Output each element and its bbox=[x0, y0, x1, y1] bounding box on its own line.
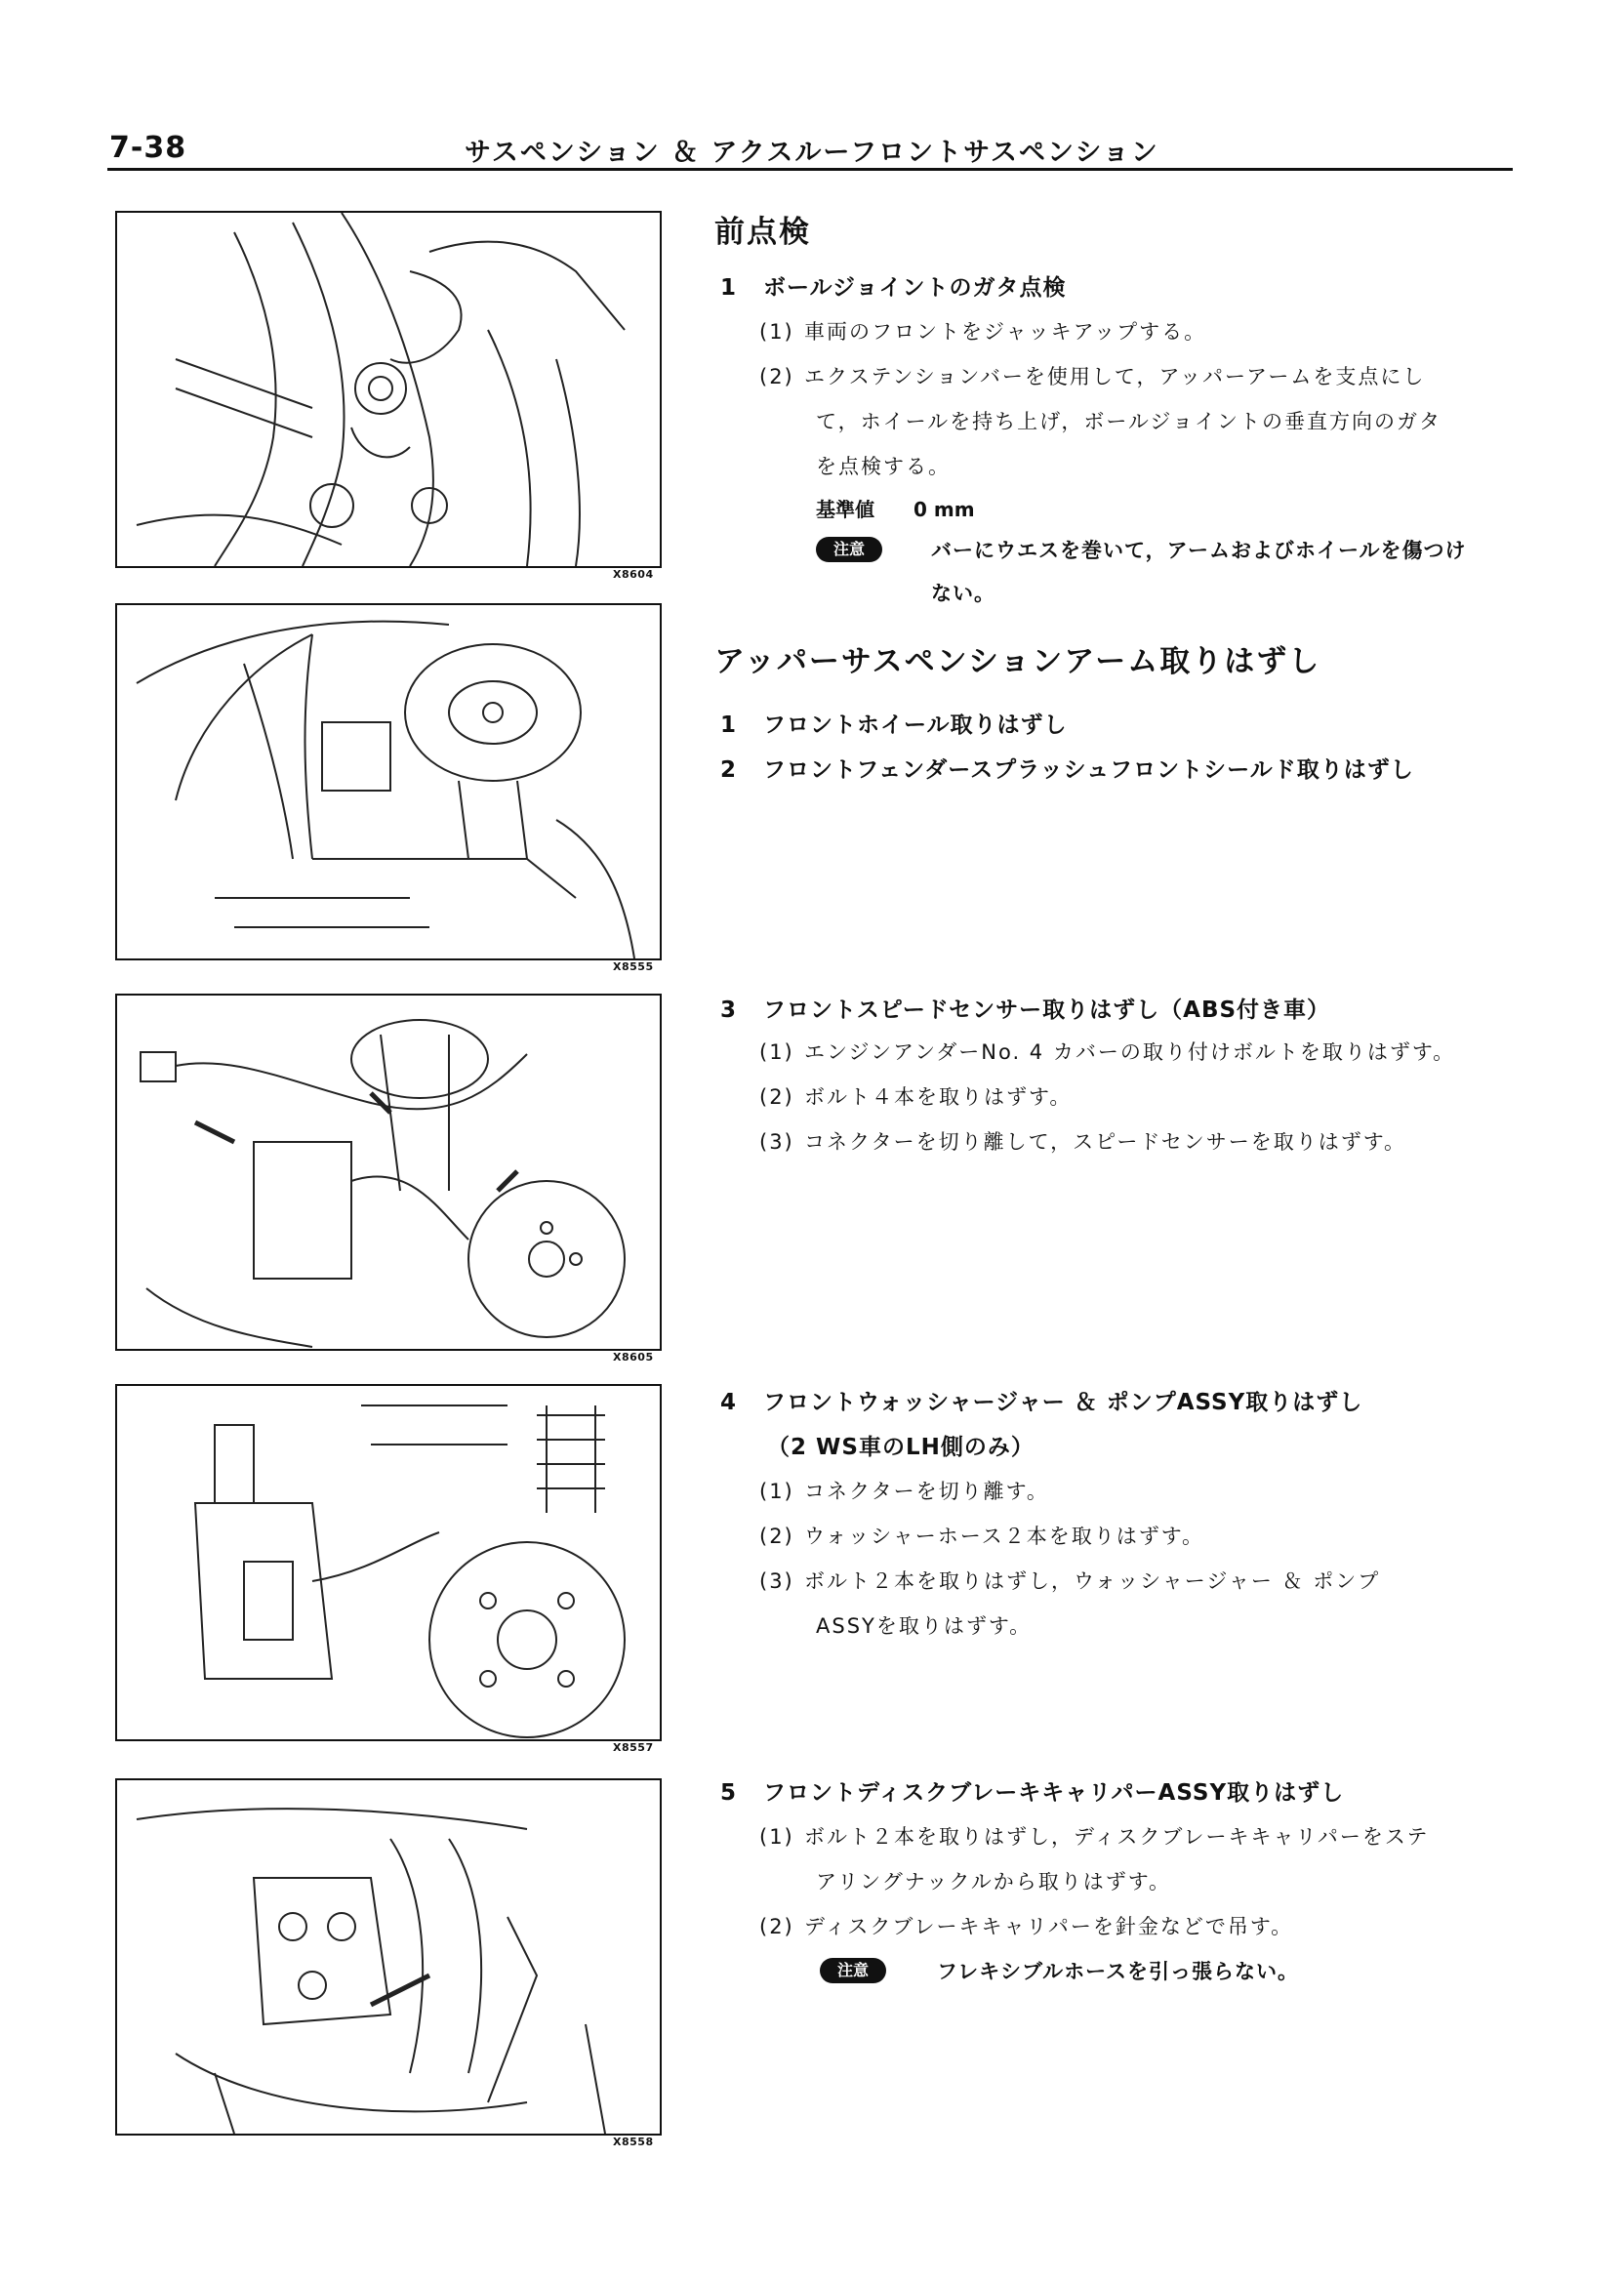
step-title: フロントスピードセンサー取りはずし（ABS付き車） bbox=[763, 998, 1331, 1023]
step-number: 1 bbox=[720, 275, 738, 301]
caution-text: フレキシブルホースを引っ張らない。 bbox=[937, 1960, 1300, 1983]
substep bbox=[759, 361, 1425, 390]
step-number: 1 bbox=[720, 712, 738, 738]
figure-washer-jar bbox=[115, 1384, 662, 1741]
header-title: サスペンション ＆ アクスルーフロントサスペンション bbox=[465, 138, 1159, 168]
section-title-removal: アッパーサスペンションアーム取りはずし bbox=[714, 644, 1321, 679]
substep-number: (2) bbox=[759, 1085, 794, 1109]
step-4-washer-jar bbox=[720, 1384, 1362, 1416]
figure-code: X8555 bbox=[613, 960, 654, 973]
substep-text: コネクターを切り離して，スピードセンサーを取りはずす。 bbox=[804, 1130, 1407, 1154]
substep bbox=[759, 1521, 1204, 1550]
substep-text: 車両のフロントをジャッキアップする。 bbox=[804, 320, 1207, 344]
substep-number: (1) bbox=[759, 1040, 794, 1064]
figure-speed-sensor bbox=[115, 994, 662, 1351]
substep-number: (3) bbox=[759, 1569, 794, 1593]
step-number: 4 bbox=[720, 1390, 738, 1415]
substep bbox=[759, 1126, 1406, 1156]
substep-number: (2) bbox=[759, 365, 794, 388]
step-title: フロントディスクブレーキキャリパーASSY取りはずし bbox=[763, 1780, 1345, 1806]
figure-code: X8605 bbox=[613, 1351, 654, 1364]
step-number: 5 bbox=[720, 1780, 738, 1806]
substep bbox=[759, 1476, 1049, 1505]
substep-text: ディスクブレーキキャリパーを針金などで吊す。 bbox=[804, 1915, 1294, 1938]
substep-text: ボルト４本を取りはずす。 bbox=[804, 1085, 1073, 1109]
spec-value: 0 mm bbox=[914, 498, 975, 521]
substep-number: (1) bbox=[759, 1480, 794, 1503]
step-title: フロントフェンダースプラッシュフロントシールド取りはずし bbox=[763, 757, 1414, 783]
spec-label: 基準値 bbox=[816, 498, 874, 521]
substep-continuation: アリングナックルから取りはずす。 bbox=[816, 1870, 1172, 1893]
substep-number: (2) bbox=[759, 1915, 794, 1938]
substep bbox=[759, 1911, 1293, 1940]
substep-continuation: て，ホイールを持ち上げ，ボールジョイントの垂直方向のガタ bbox=[816, 410, 1441, 433]
figure-code: X8558 bbox=[613, 2136, 654, 2148]
caution-text: バーにウエスを巻いて，アームおよびホイールを傷つけ bbox=[931, 539, 1467, 562]
figure-ball-joint-inspection bbox=[115, 211, 662, 568]
step-2-fender-shield bbox=[720, 752, 1414, 784]
caution-badge: 注意 bbox=[816, 537, 882, 562]
substep bbox=[759, 1081, 1072, 1111]
step-title: ボールジョイントのガタ点検 bbox=[763, 275, 1067, 301]
caution-badge: 注意 bbox=[820, 1958, 886, 1983]
figure-fender-shield bbox=[115, 603, 662, 960]
spec-standard-value bbox=[816, 494, 975, 522]
substep bbox=[759, 1821, 1429, 1851]
step-1-ball-joint bbox=[720, 269, 1067, 302]
step-5-brake-caliper bbox=[720, 1774, 1344, 1807]
substep-number: (1) bbox=[759, 1825, 794, 1849]
substep-text: エクステンションバーを使用して，アッパーアームを支点にし bbox=[804, 365, 1426, 388]
substep-text: エンジンアンダーNo. 4 カバーの取り付けボルトを取りはずす。 bbox=[804, 1040, 1456, 1064]
substep-number: (2) bbox=[759, 1525, 794, 1548]
substep-continuation: を点検する。 bbox=[816, 455, 951, 478]
step-title: フロントホイール取りはずし bbox=[763, 712, 1068, 738]
header-rule bbox=[107, 168, 1513, 171]
page-number: 7-38 bbox=[109, 131, 187, 165]
substep bbox=[759, 316, 1206, 346]
figure-brake-caliper bbox=[115, 1778, 662, 2136]
section-title-pre-inspection: 前点検 bbox=[714, 215, 811, 250]
substep-number: (3) bbox=[759, 1130, 794, 1154]
step-number: 2 bbox=[720, 757, 738, 783]
substep-number: (1) bbox=[759, 320, 794, 344]
step-number: 3 bbox=[720, 998, 738, 1023]
figure-code: X8557 bbox=[613, 1741, 654, 1754]
step-title: フロントウォッシャージャー ＆ ポンプASSY取りはずし bbox=[763, 1390, 1363, 1415]
substep bbox=[759, 1037, 1455, 1066]
substep-text: ボルト２本を取りはずし，ディスクブレーキキャリパーをステ bbox=[804, 1825, 1430, 1849]
substep-text: コネクターを切り離す。 bbox=[804, 1480, 1049, 1503]
step-3-speed-sensor bbox=[720, 992, 1330, 1024]
substep bbox=[759, 1566, 1380, 1595]
caution-text: ない。 bbox=[931, 582, 995, 605]
substep-text: ウォッシャーホース２本を取りはずす。 bbox=[804, 1525, 1205, 1548]
step-1-wheel bbox=[720, 707, 1068, 739]
figure-code: X8604 bbox=[613, 568, 654, 581]
step-4-title-line2: （2 WS車のLH側のみ） bbox=[767, 1435, 1035, 1460]
substep-text: ボルト２本を取りはずし，ウォッシャージャー ＆ ポンプ bbox=[804, 1569, 1381, 1593]
substep-continuation: ASSYを取りはずす。 bbox=[816, 1614, 1033, 1638]
